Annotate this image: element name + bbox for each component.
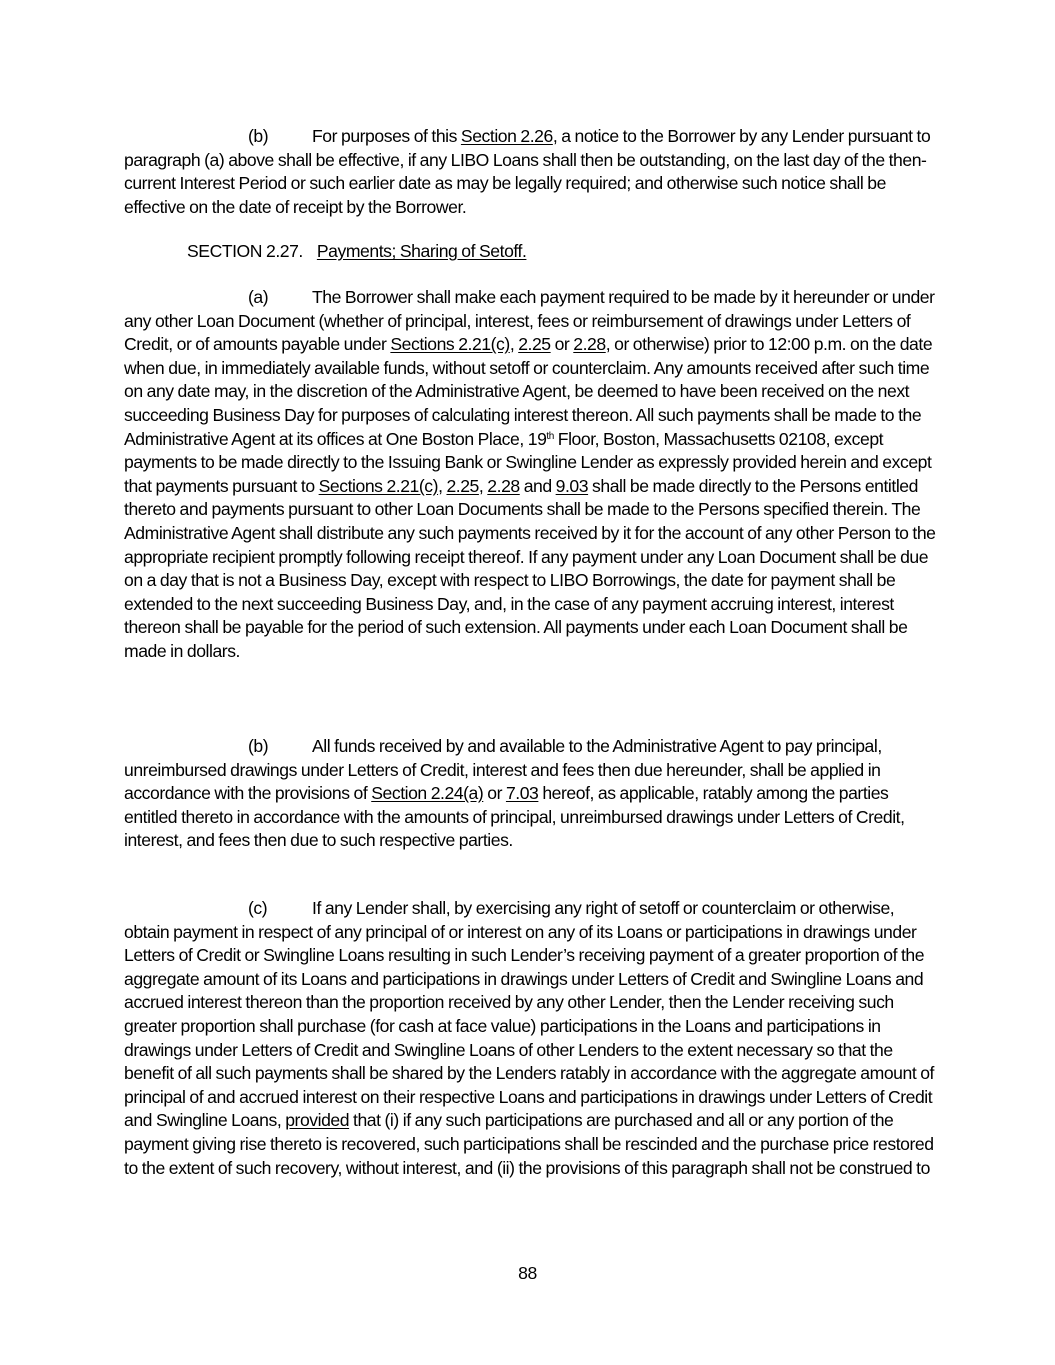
paragraph-label: (a): [248, 287, 269, 307]
section-title: Payments; Sharing of Setoff.: [316, 241, 527, 261]
ordinal-superscript: th: [546, 430, 554, 442]
section-reference-link[interactable]: 7.03: [505, 783, 539, 804]
section-number: SECTION 2.27.: [187, 241, 303, 261]
section-reference-link[interactable]: Sections 2.21(c): [390, 334, 510, 355]
section-reference-link[interactable]: Section 2.24(a): [371, 783, 484, 804]
paragraph-label: (b): [248, 126, 269, 146]
paragraph-2-27-a: (a) The Borrower shall make each payment required to be made by it hereunder or under any other Loan Document (whether of principal, interest, fees or reimbursement of drawings under Letters of Credit, or of amounts payable under Sections 2.21(c), 2.25 or 2.28, or otherwise) prior to 12:00 p.m. on the date when due, in immediately available funds, without setoff or counterclaim. Any amounts received after such time on any date may, in the discretion of the Administrative Agent, be deemed to have been received on the next succeeding Business Day for purposes of calculating interest thereon. All such payments shall be made to the Administrative Agent at its offices at One Boston Place, 19th Floor, Boston, Massachusetts 02108, except payments to be made directly to the Issuing Bank or Swingline Lender as expressly provided herein and except that payments pursuant to Sections 2.21(c), 2.25, 2.28 and 9.03 shall be made directly to the Persons entitled thereto and payments pursuant to other Loan Documents shall be made to the Persons specified therein. The Administrative Agent shall distribute any such payments received by it for the account of any other Person to the appropriate recipient promptly following receipt thereof. If any payment under any Loan Document shall be due on a day that is not a Business Day, except with respect to LIBO Borrowings, the date for payment shall be extended to the next succeeding Business Day, and, in the case of any payment accruing interest, interest thereon shall be payable for the period of such extension. All payments under each Loan Document shall be made in dollars.: [124, 287, 936, 661]
section-reference-link[interactable]: 2.25: [446, 475, 479, 496]
provided-term: provided: [285, 1110, 350, 1131]
paragraph-2-27-b: (b) All funds received by and available to the Administrative Agent to pay principal, unreimbursed drawings under Letters of Credit, interest and fees then due hereunder, shall be applied in accordance with the provisions of Section 2.24(a) or 7.03 hereof, as applicable, ratably among the parties entitled thereto in accordance with the amounts of principal, unreimbursed drawings under Letters of Credit, interest, and fees then due to such respective parties.: [124, 736, 905, 851]
paragraph-label: (c): [248, 898, 268, 918]
paragraph-2-27-c: (c) If any Lender shall, by exercising any right of setoff or counterclaim or otherwise, obtain payment in respect of any principal of or interest on any of its Loans or participations in drawings under Letters of Credit or Swingline Loans resulting in such Lender’s receiving payment of a greater proportion of the aggregate amount of its Loans and participations in drawings under Letters of Credit and Swingline Loans and accrued interest thereon than the proportion received by any other Lender, then the Lender receiving such greater proportion shall purchase (for cash at face value) participations in the Loans and participations in drawings under Letters of Credit and Swingline Loans of other Lenders to the extent necessary so that the benefit of all such payments shall be shared by the Lenders ratably in accordance with the aggregate amount of principal of and accrued interest on their respective Loans and participations in drawings under Letters of Credit and Swingline Loans, provided that (i) if any such participations are purchased and all or any portion of the payment giving rise thereto is recovered, such participations shall be rescinded and the purchase price restored to the extent of such recovery, without interest, and (ii) the provisions of this paragraph shall not be construed to: [124, 898, 934, 1178]
section-reference-link[interactable]: 2.25: [518, 334, 551, 355]
paragraph-2-26-b: (b) For purposes of this Section 2.26, a notice to the Borrower by any Lender pursuant to paragraph (a) above shall be effective, if any LIBO Loans shall then be outstanding, on the last day of the then-current Interest Period or such earlier date as may be legally required; and otherwise such notice shall be effective on the date of receipt by the Borrower.: [124, 126, 931, 217]
paragraph-label: (b): [248, 736, 269, 756]
section-reference-link[interactable]: Section 2.26: [460, 126, 553, 146]
section-reference-link[interactable]: 2.28: [487, 475, 520, 496]
section-reference-link[interactable]: 9.03: [555, 475, 589, 496]
page-number: 88: [518, 1263, 537, 1283]
section-reference-link[interactable]: 2.28: [573, 334, 606, 355]
section-heading: [187, 240, 526, 264]
section-reference-link[interactable]: Sections 2.21(c): [318, 475, 439, 496]
